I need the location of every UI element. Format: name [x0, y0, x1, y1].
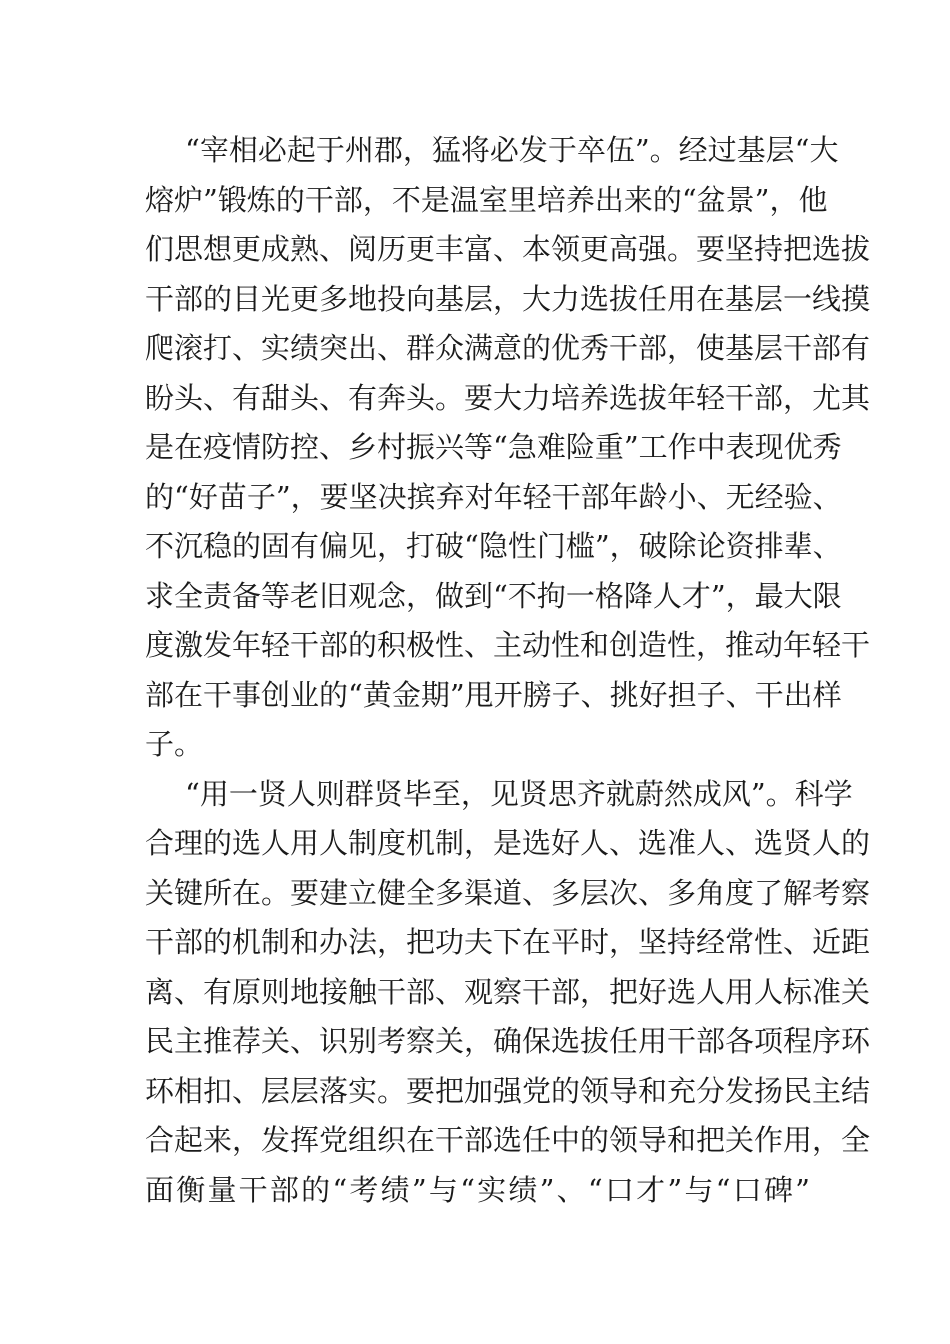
body-text: [145, 126, 871, 1215]
text-line: 的“好苗子”，要坚决摈弃对年轻干部年龄小、无经验、: [145, 479, 842, 514]
text-line: 干部的机制和办法，把功夫下在平时，坚持经常性、近距: [145, 925, 871, 959]
text-line: 关键所在。要建立健全多渠道、多层次、多角度了解考察: [145, 875, 871, 910]
text-line: 爬滚打、实绩突出、群众满意的优秀干部，使基层干部有: [145, 331, 871, 365]
text-line: 度激发年轻干部的积极性、主动性和创造性，推动年轻干: [145, 628, 871, 662]
text-line: 盼头、有甜头、有奔头。要大力培养选拔年轻干部，尤其: [145, 380, 871, 415]
paragraph-1: [145, 126, 871, 770]
text-line: 是在疫情防控、乡村振兴等“急难险重”工作中表现优秀: [145, 430, 842, 464]
text-line: 面衡量干部的“考绩”与“实绩”、“口才”与“口碑”: [145, 1172, 810, 1207]
text-line: 干部的目光更多地投向基层，大力选拔任用在基层一线摸: [145, 281, 871, 316]
text-line: 民主推荐关、识别考察关，确保选拔任用干部各项程序环: [145, 1024, 871, 1058]
text-line: 求全责备等老旧观念，做到“不拘一格降人才”，最大限: [145, 578, 842, 613]
text-line: 熔炉”锻炼的干部，不是温室里培养出来的“盆景”，他: [145, 182, 828, 217]
text-line: 部在干事创业的“黄金期”甩开膀子、挑好担子、干出样: [145, 677, 842, 712]
text-line: 子。: [145, 727, 204, 761]
text-line: 合理的选人用人制度机制，是选好人、选准人、选贤人的: [145, 826, 871, 860]
text-line: “用一贤人则群贤毕至，见贤思齐就蔚然成风”。科学: [185, 776, 853, 811]
text-line: 合起来，发挥党组织在干部选任中的领导和把关作用，全: [145, 1123, 871, 1157]
text-line: 不沉稳的固有偏见，打破“隐性门槛”，破除论资排辈、: [145, 529, 842, 563]
text-line: “宰相必起于州郡，猛将必发于卒伍”。经过基层“大: [185, 133, 839, 167]
text-line: 离、有原则地接触干部、观察干部，把好选人用人标准关: [145, 974, 871, 1009]
text-line: 们思想更成熟、阅历更丰富、本领更高强。要坚持把选拔: [145, 232, 871, 266]
paragraph-2: [145, 770, 871, 1216]
text-line: 环相扣、层层落实。要把加强党的领导和充分发扬民主结: [145, 1073, 871, 1108]
